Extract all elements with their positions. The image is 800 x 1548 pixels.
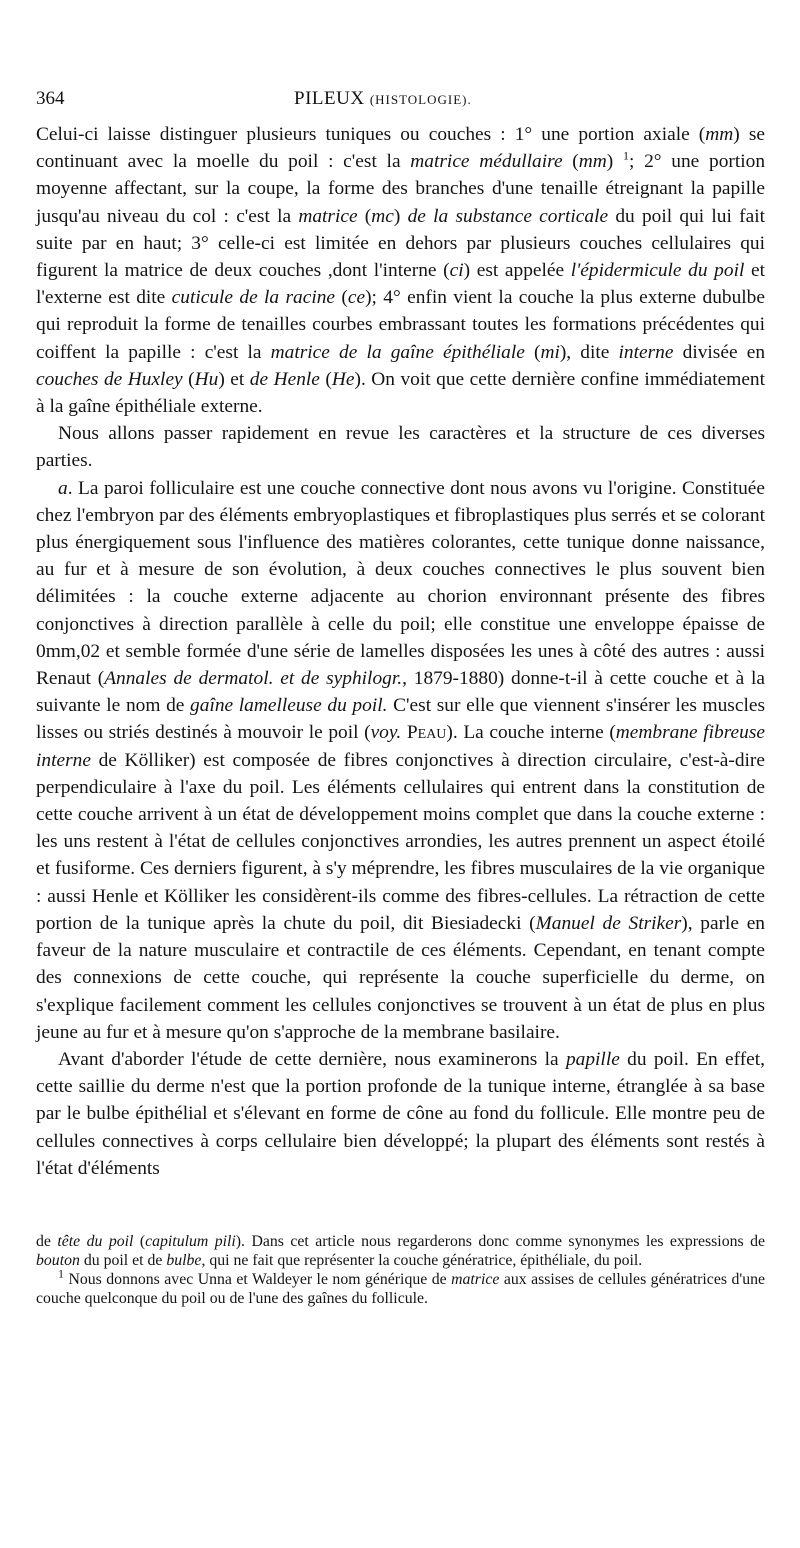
text-run: ( [319, 368, 332, 390]
italic-run: mm [578, 151, 607, 173]
italic-run: mi [540, 341, 560, 363]
text-run: C'est sur elle que viennent s'insérer les muscles lisses ou striés destinés à mouvoir le poil ( [36, 695, 765, 744]
text-run: de Kölliker) est composée de fibres conjonctives à direction circulaire, c'est-à-dire perpendiculaire à l'axe du poil. Les éléments cellulaires qui entrent dans la constitution de cette couche arrivent à un état de développement moins complet que dans la couche externe : les uns restent à l'état de cellules conjonctives arrondies, les autres prennent un aspect étoilé et fusiforme. Ces derniers figurent, à s'y méprendre, les fibres musculaires de la vie organique : aussi Henle et Kölliker les considèrent-ils comme des fibres-cellules. La rétraction de cette portion de la tunique après la chute du poil, dit Biesiadecki ( [36, 749, 765, 934]
text-run: aux assises de cellules génératrices d'une couche quelconque du poil ou de l'une des gaînes du follicule. [36, 1270, 766, 1307]
footnote-ref: 1 [622, 148, 629, 163]
italic-run: de Henle [249, 368, 320, 390]
paragraph-follicular-wall [36, 475, 765, 1046]
italic-run: papille [565, 1048, 620, 1070]
italic-run: He [331, 368, 355, 390]
footnotes [36, 1232, 765, 1308]
text-run: ( [562, 151, 579, 173]
text-run: Nous allons passer rapidement en revue les caractères et la structure de ces diverses parties. [36, 423, 765, 472]
text-run: , qui ne fait que représenter la couche génératrice, épithéliale, du poil. [201, 1251, 643, 1269]
italic-run: bouton [36, 1251, 80, 1269]
text-run: divisée en [673, 341, 766, 363]
text-run: Avant d'aborder l'étude de cette dernière, nous examinerons la [58, 1048, 566, 1070]
text-run: ( [335, 287, 348, 309]
text-run: ), parle en faveur de la nature musculaire et contractile de ces éléments. Cependant, en tenant compte des connexions de cette couche, qui représente la couche superficielle du derme, on s'explique facilement comment les cellules conjonctives se trouvent à un état de plus en plus jeune au fur et à mesure qu'on s'approche de la membrane basilaire. [36, 912, 765, 1043]
paragraph-tuniques [36, 121, 765, 420]
text-run: ; 2° une portion moyenne affectant, sur la coupe, la forme des branches d'une tenaille étreignant la papille jusqu'au niveau du col : c'est la [36, 151, 766, 227]
text-run: ( [182, 368, 195, 390]
paragraph-papilla [36, 1046, 765, 1182]
body-text [36, 121, 765, 1182]
italic-run: de la substance corticale [407, 205, 609, 227]
text-run: ) [606, 151, 623, 173]
text-run: ) se continuant avec la moelle du poil : c'est la [36, 124, 765, 173]
text-run: du poil qui lui fait suite par en haut; 3° celle-ci est limitée en dehors par plusieurs couches cellulaires qui figurent la matrice de deux couches ,dont l'interne ( [36, 205, 765, 282]
text-run: Celui-ci laisse distinguer plusieurs tuniques ou couches : 1° une portion axiale ( [36, 124, 706, 145]
text-run: ( [133, 1232, 146, 1250]
text-run: . La paroi folliculaire est une couche connective dont nous avons vu l'origine. Constituée chez l'embryon par des éléments embryoplastiques et fibroplastiques plus serrés et se colorant plus énergiquement sous l'influence des matières colorantes, cette tunique donne naissance, au fur et à mesure de son évolution, à deux couches connectives le plus souvent bien délimitées : la couche externe adjacente au chorion environnant présente des fibres conjonctives à direction parallèle à celle du poil; elle constitue une enveloppe épaisse de 0mm,02 et semble formée d'une série de lamelles disposées les unes à côté des autres : aussi Renaut ( [36, 477, 765, 690]
paragraph-overview [36, 420, 765, 474]
italic-run: interne [618, 341, 674, 363]
running-title-main: PILEUX [294, 88, 365, 109]
italic-run: matrice [451, 1270, 500, 1288]
italic-run: Annales de dermatol. et de syphilogr. [104, 668, 403, 690]
italic-run: couches de Huxley [36, 368, 183, 390]
text-run: ) et [218, 368, 250, 390]
running-title [294, 88, 472, 110]
italic-run: membrane fibreuse interne [36, 722, 765, 771]
text-run: ( [357, 205, 372, 227]
italic-run: l'épidermicule du poil [570, 260, 745, 282]
italic-run: ci [449, 260, 464, 282]
italic-run: mc [371, 205, 394, 227]
italic-run: matrice de la gaîne épithéliale [270, 341, 525, 363]
book-page [36, 88, 765, 1308]
italic-run: bulbe [166, 1251, 202, 1269]
page-number: 364 [36, 88, 65, 109]
footnote-1 [36, 1266, 766, 1308]
text-run: ). La couche interne ( [446, 722, 616, 744]
italic-run: matrice [298, 205, 358, 227]
text-run: et l'externe est dite [36, 260, 765, 309]
text-run: ). Dans cet article nous regarderons donc comme synonymes les expressions de [235, 1232, 765, 1250]
small-caps-run: Peau [406, 722, 447, 744]
text-run: ); 4° enfin vient la couche la plus externe dubulbe qui reproduit la forme de tenailles courbes embrassant toutes les formations précédentes qui coiffent la papille : c'est la [36, 287, 765, 363]
text-run: ) [393, 205, 408, 227]
italic-run: gaîne lamelleuse du poil. [190, 695, 388, 717]
footnote-ref: 1 [58, 1266, 64, 1281]
page-header [36, 88, 765, 112]
italic-run: matrice médullaire [410, 151, 563, 173]
footnote-continued [36, 1232, 765, 1270]
text-run: , 1879-1880) donne-t-il à cette couche et à la suivante le nom de [36, 668, 765, 717]
running-title-subject: (HISTOLOGIE). [369, 92, 472, 107]
italic-run: Hu [194, 368, 219, 390]
text-run: ( [524, 341, 541, 363]
italic-run: ce [347, 287, 366, 309]
text-run: ) est appelée [463, 260, 571, 282]
italic-run: a [58, 477, 68, 499]
italic-run: cuticule de la racine [171, 287, 336, 309]
text-run: Nous donnons avec Unna et Waldeyer le nom générique de [64, 1270, 452, 1288]
text-run: ), dite [559, 341, 619, 363]
text-run: ). On voit que cette dernière confine immédiatement à la gaîne épithéliale externe. [36, 368, 766, 418]
text-run: du poil. En effet, cette saillie du derme n'est que la portion profonde de la tunique interne, étranglée à sa base par le bulbe épithélial et s'élevant en forme de cône au fond du follicule. Elle montre peu de cellules connectives à corps cellulaire bien développé; la plupart des éléments sont restés à l'état d'éléments [36, 1048, 765, 1179]
italic-run: tête du poil [57, 1232, 134, 1250]
italic-run: Manuel de Striker [535, 912, 682, 934]
italic-run: mm [705, 124, 734, 145]
text-run: de [36, 1232, 58, 1250]
italic-run: capitulum pili [145, 1232, 236, 1250]
text-run: du poil et de [79, 1251, 167, 1269]
italic-run: voy. [370, 722, 402, 744]
